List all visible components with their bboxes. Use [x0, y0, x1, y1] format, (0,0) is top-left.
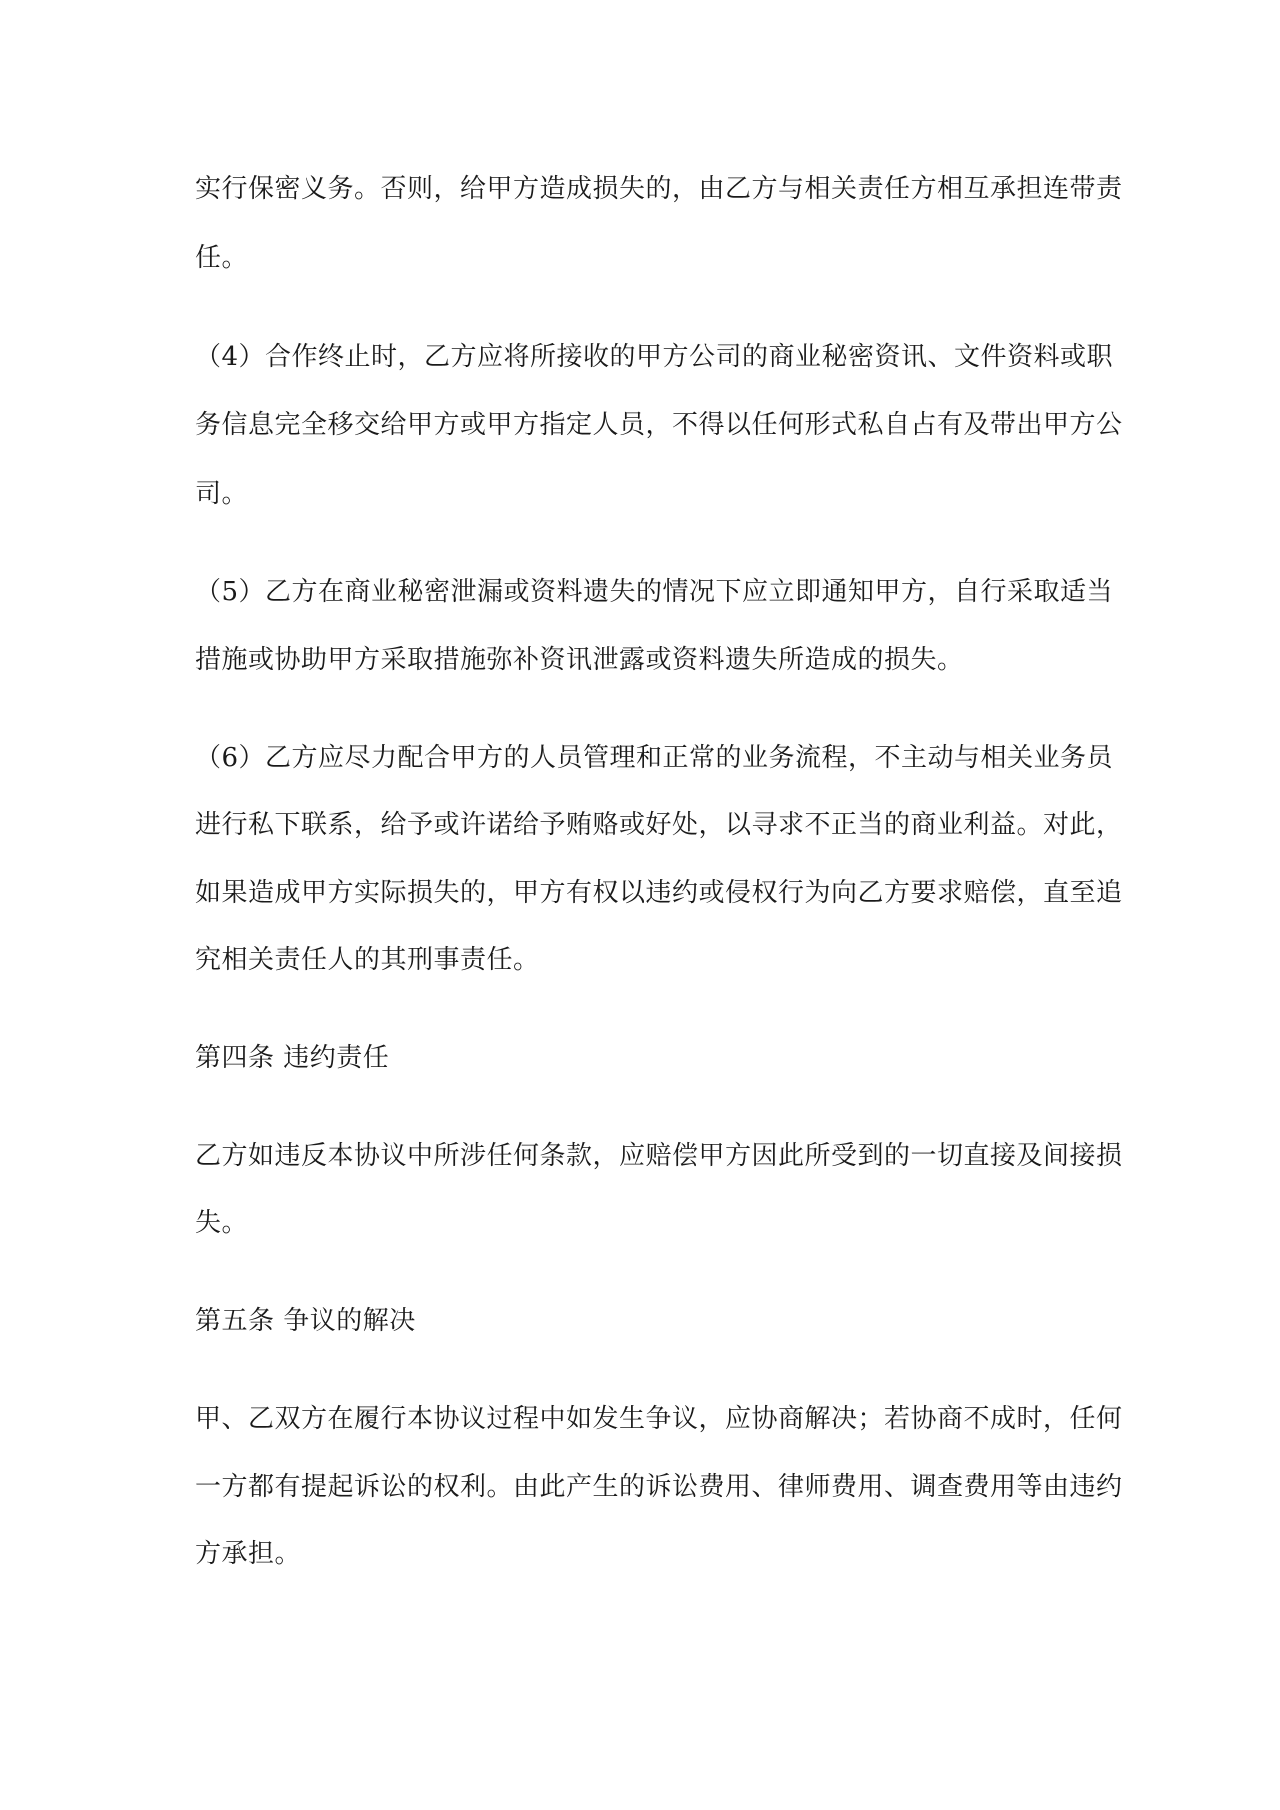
text-line: 究相关责任人的其刑事责任。	[195, 945, 540, 975]
text-line: 一方都有提起诉讼的权利。由此产生的诉讼费用、律师费用、调查费用等由违约	[195, 1472, 1123, 1502]
text-line: （4）合作终止时，乙方应将所接收的甲方公司的商业秘密资讯、文件资料或职	[195, 342, 1114, 372]
text-line: 进行私下联系，给予或许诺给予贿赂或好处，以寻求不正当的商业利益。对此，	[195, 810, 1123, 840]
section-heading: 第五条 争议的解决	[195, 1306, 416, 1336]
text-line: 务信息完全移交给甲方或甲方指定人员，不得以任何形式私自占有及带出甲方公	[195, 410, 1123, 440]
text-line: 乙方如违反本协议中所涉任何条款，应赔偿甲方因此所受到的一切直接及间接损	[195, 1141, 1123, 1171]
section-heading: 第四条 违约责任	[195, 1043, 390, 1073]
text-line: 如果造成甲方实际损失的，甲方有权以违约或侵权行为向乙方要求赔偿，直至追	[195, 878, 1123, 908]
text-line: （5）乙方在商业秘密泄漏或资料遗失的情况下应立即通知甲方，自行采取适当	[195, 577, 1114, 607]
text-line: （6）乙方应尽力配合甲方的人员管理和正常的业务流程，不主动与相关业务员	[195, 743, 1114, 773]
text-line: 措施或协助甲方采取措施弥补资讯泄露或资料遗失所造成的损失。	[195, 645, 964, 675]
text-line: 实行保密义务。否则，给甲方造成损失的，由乙方与相关责任方相互承担连带责	[195, 174, 1123, 204]
text-line: 失。	[195, 1208, 249, 1238]
text-line: 方承担。	[195, 1539, 302, 1569]
text-line: 甲、乙双方在履行本协议过程中如发生争议，应协商解决；若协商不成时，任何	[195, 1404, 1123, 1434]
text-line: 司。	[195, 479, 249, 509]
text-line: 任。	[195, 243, 249, 273]
